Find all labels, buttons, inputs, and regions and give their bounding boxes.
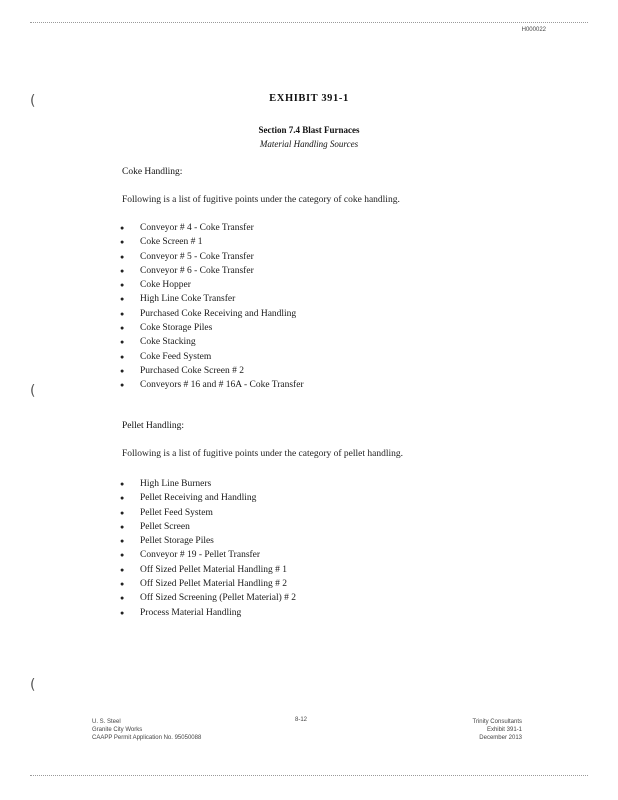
footer-left <box>92 718 201 742</box>
list-item <box>120 335 304 349</box>
list-item <box>120 506 296 520</box>
list-item <box>120 563 296 577</box>
list-item-text: Coke Screen # 1 <box>140 237 203 248</box>
list-item <box>120 350 304 364</box>
bullet-dot-icon: ● <box>120 565 125 574</box>
top-scan-border <box>30 22 588 23</box>
bullet-dot-icon: ● <box>120 281 125 290</box>
footer-consultant: Trinity Consultants <box>472 719 522 725</box>
footer-right <box>473 718 522 742</box>
bullet-dot-icon: ● <box>120 494 125 503</box>
bullet-dot-icon: ● <box>120 508 125 517</box>
list-item-text: Pellet Receiving and Handling <box>140 493 257 504</box>
list-item-text: High Line Burners <box>140 479 212 489</box>
list-item <box>120 235 304 249</box>
list-item <box>120 534 296 548</box>
hole-punch-mark-icon: ( <box>30 677 36 693</box>
list-item <box>120 321 304 335</box>
list-item-text: Conveyor # 19 - Pellet Transfer <box>140 550 261 561</box>
list-item-text: Conveyor # 6 - Coke Transfer <box>140 265 254 276</box>
bullet-dot-icon: ● <box>120 580 125 589</box>
list-item <box>120 591 296 605</box>
list-item <box>120 307 304 321</box>
list-item <box>120 278 304 292</box>
bullet-dot-icon: ● <box>120 352 125 361</box>
list-item <box>120 378 304 392</box>
section-title: Section 7.4 Blast Furnaces <box>258 125 360 135</box>
section-subtitle: Material Handling Sources <box>259 139 359 149</box>
list-item <box>120 491 296 505</box>
list-item-text: Off Sized Screening (Pellet Material) # 2 <box>140 593 296 604</box>
bullet-dot-icon: ● <box>120 252 125 261</box>
list-item-text: Conveyor # 5 - Coke Transfer <box>140 251 254 262</box>
list-item <box>120 477 296 491</box>
list-item <box>120 292 304 306</box>
bullet-dot-icon: ● <box>120 366 125 375</box>
list-item <box>120 221 304 235</box>
coke-handling-list <box>120 221 304 393</box>
list-item-text: Conveyor # 4 - Coke Transfer <box>140 223 254 233</box>
list-item-text: Coke Stacking <box>140 337 196 348</box>
list-item-text: Purchased Coke Screen # 2 <box>140 365 244 376</box>
pellet-handling-intro: Following is a list of fugitive points under the category of pellet handling. <box>122 449 403 459</box>
page-id: H000022 <box>521 27 546 33</box>
pellet-handling-heading: Pellet Handling: <box>122 421 185 431</box>
bullet-dot-icon: ● <box>120 608 125 617</box>
bullet-dot-icon: ● <box>120 537 125 546</box>
coke-handling-intro: Following is a list of fugitive points under the category of coke handling. <box>122 195 400 205</box>
list-item-text: Coke Hopper <box>140 280 191 291</box>
footer-date: December 2013 <box>479 735 522 741</box>
bullet-dot-icon: ● <box>120 594 125 603</box>
bullet-dot-icon: ● <box>120 522 125 531</box>
bullet-dot-icon: ● <box>120 266 125 275</box>
list-item-text: Off Sized Pellet Material Handling # 1 <box>140 564 288 575</box>
bullet-dot-icon: ● <box>120 309 125 318</box>
list-item <box>120 364 304 378</box>
bottom-scan-border <box>30 775 588 776</box>
list-item-text: Process Material Handling <box>140 607 242 618</box>
list-item <box>120 577 296 591</box>
bullet-dot-icon: ● <box>120 551 125 560</box>
list-item <box>120 606 296 620</box>
list-item-text: Pellet Screen <box>140 521 190 532</box>
hole-punch-mark-icon: ( <box>30 383 36 399</box>
list-item-text: Coke Feed System <box>140 351 212 362</box>
pellet-handling-list <box>120 477 296 620</box>
exhibit-title: EXHIBIT 391-1 <box>269 93 349 104</box>
footer-exhibit: Exhibit 391-1 <box>486 727 522 733</box>
list-item-text: High Line Coke Transfer <box>140 294 236 305</box>
coke-handling-heading: Coke Handling: <box>122 167 183 177</box>
list-item-text: Purchased Coke Receiving and Handling <box>140 308 297 319</box>
list-item <box>120 250 304 264</box>
footer-company: U. S. Steel <box>92 719 121 725</box>
list-item-text: Off Sized Pellet Material Handling # 2 <box>140 579 288 590</box>
bullet-dot-icon: ● <box>120 381 125 390</box>
hole-punch-mark-icon: ( <box>30 93 36 109</box>
list-item-text: Conveyors # 16 and # 16A - Coke Transfer <box>140 380 304 391</box>
bullet-dot-icon: ● <box>120 238 125 247</box>
bullet-dot-icon: ● <box>120 295 125 304</box>
list-item <box>120 264 304 278</box>
list-item-text: Pellet Feed System <box>140 507 213 518</box>
list-item-text: Coke Storage Piles <box>140 323 213 334</box>
footer-facility: Granite City Works <box>92 727 143 733</box>
bullet-dot-icon: ● <box>120 338 125 347</box>
bullet-dot-icon: ● <box>120 324 125 333</box>
footer-permit: CAAPP Permit Application No. 95050088 <box>92 735 202 741</box>
list-item <box>120 520 296 534</box>
bullet-dot-icon: ● <box>120 480 125 488</box>
bullet-dot-icon: ● <box>120 224 125 232</box>
list-item-text: Pellet Storage Piles <box>140 536 214 547</box>
page-number: 8-12 <box>295 717 308 723</box>
list-item <box>120 548 296 562</box>
